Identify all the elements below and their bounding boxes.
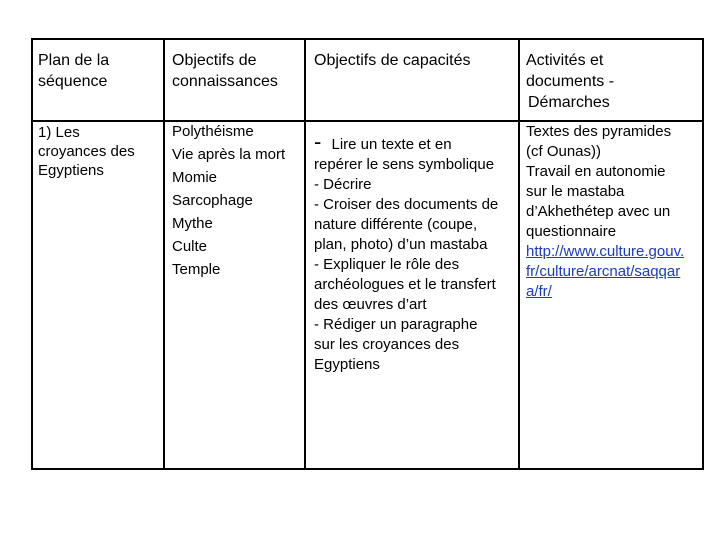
capacite-item: archéologues et le transfert — [314, 276, 496, 293]
capacite-item: repérer le sens symbolique — [314, 156, 495, 173]
capacite-item: plan, photo) d’un mastaba — [314, 236, 488, 253]
connaissance-item: Momie — [172, 169, 218, 186]
header-capacites-line: Objectifs de capacités — [314, 52, 471, 69]
header-plan — [38, 50, 109, 92]
capacite-item: sur les croyances des — [314, 336, 460, 353]
column-divider — [304, 40, 306, 468]
column-divider — [518, 40, 520, 468]
connaissance-item: Sarcophage — [172, 192, 253, 209]
activite-line: (cf Ounas)) — [526, 143, 602, 160]
header-capacites — [314, 50, 471, 71]
capacite-item: - Croiser des documents de — [314, 196, 499, 213]
header-activites-line: Activités et — [526, 52, 604, 69]
capacite-item: - Rédiger un paragraphe — [314, 316, 478, 333]
activite-line: Travail en autonomie — [526, 163, 666, 180]
lesson-plan-table — [31, 38, 704, 470]
capacite-item: - Expliquer le rôle des — [314, 256, 460, 273]
connaissance-item: Temple — [172, 261, 221, 278]
row1-plan-line: 1) Les — [38, 124, 80, 141]
connaissance-item: Mythe — [172, 215, 213, 232]
culture-gouv-link[interactable] — [526, 242, 684, 302]
header-plan-line: Plan de la — [38, 52, 110, 69]
row1-plan — [38, 123, 135, 180]
header-activites-line: documents - — [526, 73, 615, 90]
header-activites-line: Démarches — [528, 94, 610, 111]
row1-activites — [526, 122, 684, 302]
row1-plan-line: Egyptiens — [38, 162, 104, 179]
connaissance-item: Culte — [172, 238, 208, 255]
connaissance-item: Vie après la mort — [172, 146, 286, 163]
capacite-item: Egyptiens — [314, 356, 380, 373]
capacite-item: nature différente (coupe, — [314, 216, 478, 233]
header-connaissances-line: connaissances — [172, 73, 278, 90]
capacite-item: Lire un texte et en — [331, 136, 452, 153]
row1-plan-line: croyances des — [38, 143, 135, 160]
header-connaissances — [172, 50, 278, 92]
activite-line: d’Akhethétep avec un — [526, 203, 671, 220]
capacite-item: des œuvres d’art — [314, 296, 427, 313]
activite-line: sur le mastaba — [526, 183, 625, 200]
row1-capacites — [314, 129, 499, 375]
header-activites — [526, 50, 614, 113]
connaissance-item: Polythéisme — [172, 123, 254, 140]
header-plan-line: séquence — [38, 73, 108, 90]
capacite-item: - Décrire — [314, 176, 372, 193]
activite-line: questionnaire — [526, 223, 617, 240]
row1-connaissances — [172, 120, 285, 281]
link-line[interactable]: http://www.culture.gouv. — [526, 243, 685, 260]
link-line[interactable]: a/fr/ — [526, 283, 552, 300]
link-line[interactable]: fr/culture/arcnat/saqqar — [526, 263, 681, 280]
column-divider — [163, 40, 165, 468]
header-connaissances-line: Objectifs de — [172, 52, 257, 69]
bullet-dash: - — [314, 129, 322, 154]
activite-line: Textes des pyramides — [526, 123, 672, 140]
